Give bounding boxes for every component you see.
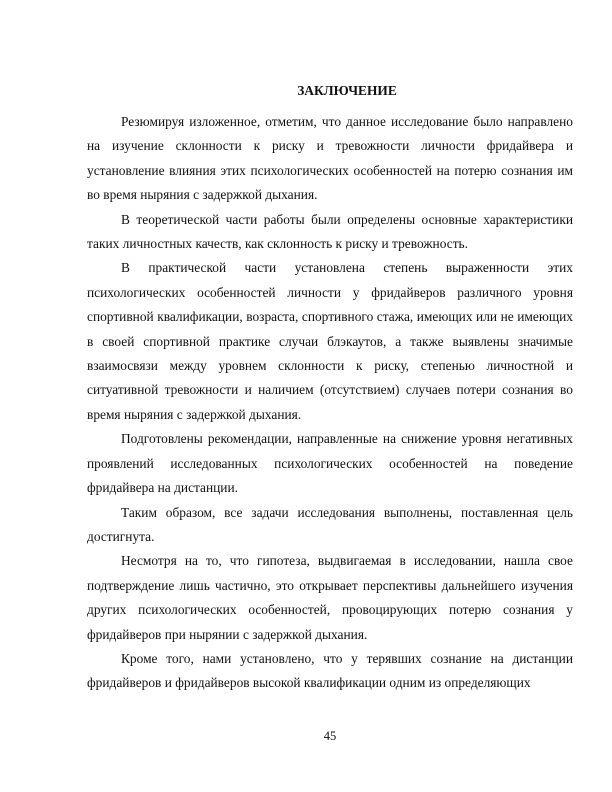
paragraph-5: Таким образом, все задачи исследования выполнены, поставленная цель достигнута. [87, 504, 573, 544]
paragraph-2: В теоретической части работы были определены основные характеристики таких личностных качеств, как склонность к риску и тревожность. [87, 211, 573, 252]
paragraph-4: Подготовлены рекомендации, направленные на снижение уровня негативных проявлений исследованных психологических особенностей на поведение фридайвера на дистанции. [87, 431, 573, 496]
page-number: 45 [323, 729, 337, 743]
paragraph-3: В практической части установлена степень выраженности этих психологических особенностей личности у фридайверов различного уровня спортивной квалификации, возраста, спортивного стажа, имеющих или не имеющих в своей спортивной практике случаи блэкаутов, а также выявлены значимые взаимосвязи между уровнем склонности к риску, степенью личностной и ситуативной тревожности и наличием (отсутствием) случаев потери сознания во время ныряния с задержкой дыхания. [87, 260, 573, 422]
paragraph-1: Резюмируя изложенное, отметим, что данное исследование было направлено на изучение склонности к риску и тревожности личности фридайвера и установление влияния этих психологических особенностей на потерю сознания им во время ныряния с задержкой дыхания. [87, 114, 573, 203]
paragraph-6: Несмотря на то, что гипотеза, выдвигаемая в исследовании, нашла свое подтверждение лишь частично, это открывает перспективы дальнейшего изучения других психологических особенностей, провоцирующих потерю сознания у фридайверов при нырянии с задержкой дыхания. [87, 553, 573, 642]
section-heading: ЗАКЛЮЧЕНИЕ [297, 83, 397, 98]
body-text [87, 110, 573, 696]
paragraph-7: Кроме того, нами установлено, что у терявших сознание на дистанции фридайверов и фридайверов высокой квалификации одним из определяющих [87, 650, 573, 691]
